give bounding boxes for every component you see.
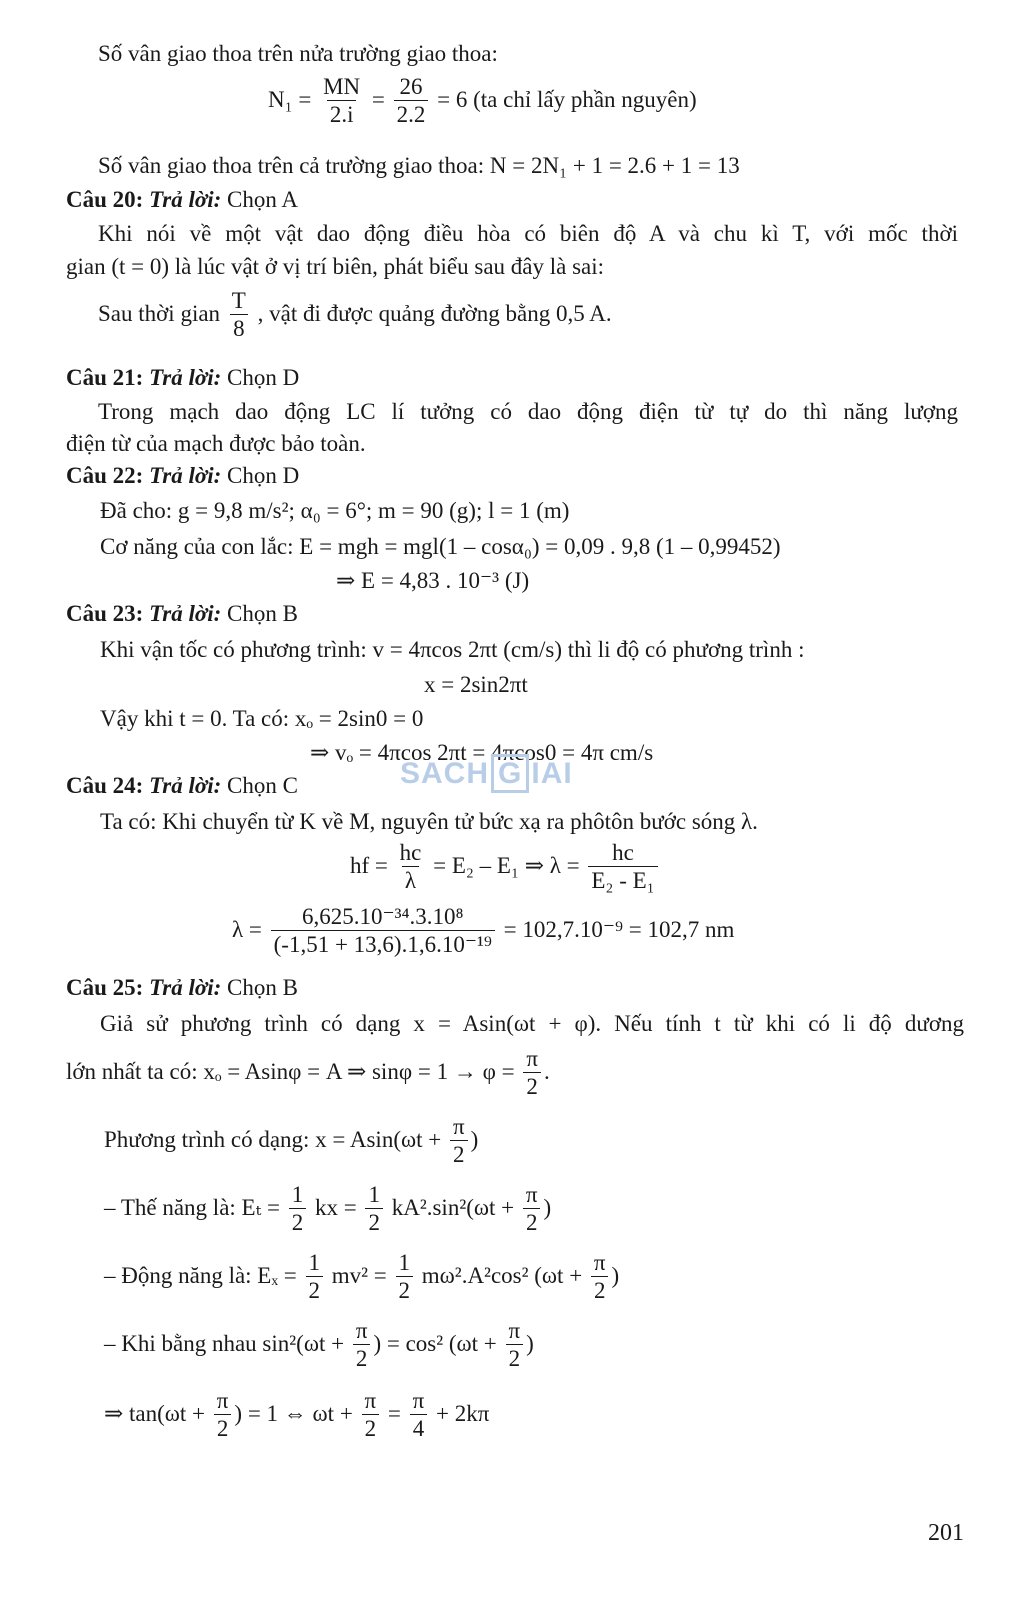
numerator: 1: [398, 1250, 411, 1275]
text: kx =: [314, 1194, 357, 1220]
q25-equation-form: [104, 1114, 478, 1169]
numerator: 1: [368, 1182, 380, 1207]
q22-energy-formula: Cơ năng của con lắc: E = mgh = mgl(1 – cosα₀) = 0,09 . 9,8 (1 – 0,99452): [100, 534, 781, 559]
text: mv² =: [331, 1262, 387, 1288]
answer-choice: Chọn C: [227, 773, 298, 798]
text: lớn nhất ta có: xₒ = Asinφ = A ⇒ sinφ = 1 → φ =: [66, 1058, 515, 1084]
n1-equation: [268, 74, 697, 129]
question-label: Câu 21:: [66, 365, 144, 390]
n1-lhs: N₁ =: [268, 86, 312, 112]
denominator: 2: [591, 1276, 609, 1305]
numerator: π: [526, 1046, 538, 1071]
denominator: (-1,51 + 13,6).1,6.10⁻¹⁹: [271, 930, 495, 959]
numerator: π: [593, 1250, 606, 1275]
numerator: 6,625.10⁻³⁴.3.10⁸: [301, 904, 464, 929]
fraction-1-2: [396, 1250, 414, 1305]
q20-paragraph-3: [98, 288, 612, 343]
question-label: Câu 22:: [66, 463, 144, 488]
numerator: π: [412, 1388, 425, 1413]
numerator: π: [355, 1318, 368, 1343]
q23-velocity-equation: Khi vận tốc có phương trình: v = 4πcos 2πt (cm/s) thì li độ có phương trình :: [100, 637, 805, 662]
denominator: 2: [353, 1344, 371, 1373]
numerator: π: [525, 1182, 538, 1207]
question-25-heading: [66, 974, 298, 1003]
watermark-text: SACH: [400, 757, 490, 790]
denominator: λ: [402, 866, 419, 895]
fraction-hc-lambda: [397, 840, 425, 895]
q23-initial-displacement: Vậy khi t = 0. Ta có: xₒ = 2sin0 = 0: [100, 706, 424, 731]
text: .: [543, 1058, 550, 1084]
answer-label: Trả lời:: [149, 975, 222, 1000]
answer-choice: Chọn B: [227, 975, 298, 1000]
q25-paragraph-1: Giả sử phương trình có dạng x = Asin(ωt + φ). Nếu tính t từ khi có li độ dương: [100, 1011, 964, 1036]
q23-displacement-equation: x = 2sin2πt: [424, 672, 528, 697]
answer-choice: Chọn D: [227, 463, 300, 488]
q23-initial-velocity: ⇒ vₒ = 4πcos 2πt = 4πcos0 = 4π cm/s: [310, 740, 654, 765]
intro-line-3: Số vân giao thoa trên cả trường giao thoa: N = 2N₁ + 1 = 2.6 + 1 = 13: [98, 153, 740, 178]
numerator: hc: [612, 840, 634, 865]
text: – Thế năng là: Eₜ =: [104, 1194, 280, 1220]
equals: =: [371, 86, 385, 112]
n1-result: = 6 (ta chỉ lấy phần nguyên): [437, 86, 697, 112]
text: ): [470, 1126, 479, 1152]
numerator: MN: [323, 74, 361, 99]
text: kA².sin²(ωt +: [391, 1194, 515, 1220]
watermark-box-letter: G: [491, 754, 529, 793]
fraction-pi-4: [410, 1388, 428, 1443]
fraction-pi-2: [362, 1388, 380, 1443]
denominator: E₂ - E₁: [588, 866, 657, 895]
answer-label: Trả lời:: [149, 773, 222, 798]
text: ⇒ tan(ωt +: [104, 1400, 206, 1426]
fraction-pi-2: [353, 1318, 371, 1373]
watermark-logo: [400, 754, 573, 793]
fraction-t-8: [229, 288, 249, 343]
denominator: 2: [365, 1208, 383, 1237]
text: ): [543, 1194, 552, 1220]
text: ) = cos² (ωt +: [373, 1330, 497, 1356]
text: mω².A²cos² (ωt +: [421, 1262, 583, 1288]
numerator: 1: [291, 1182, 304, 1207]
fraction-pi-2: [523, 1046, 541, 1101]
q25-equal-condition: [104, 1318, 534, 1373]
text: , vật đi được quảng đường bằng 0,5 A.: [257, 300, 612, 326]
question-20-heading: [66, 186, 298, 215]
denominator: 2: [362, 1414, 380, 1443]
text: =: [387, 1400, 401, 1426]
q25-tan-equation: [104, 1388, 489, 1443]
answer-choice: Chọn A: [227, 187, 298, 212]
denominator: 2: [306, 1276, 324, 1305]
text: = E₂ – E₁ ⇒ λ =: [433, 852, 580, 878]
denominator: 4: [410, 1414, 428, 1443]
denominator: 2: [523, 1072, 541, 1101]
fraction-wavelength: [271, 904, 495, 959]
intro-line-1: Số vân giao thoa trên nửa trường giao thoa:: [98, 41, 498, 66]
denominator: 2: [506, 1344, 524, 1373]
question-label: Câu 20:: [66, 187, 144, 212]
text: hf =: [350, 852, 388, 878]
text: Phương trình có dạng: x = Asin(ωt +: [104, 1126, 442, 1152]
q20-paragraph-2: gian (t = 0) là lúc vật ở vị trí biên, phát biểu sau đây là sai:: [66, 254, 605, 279]
numerator: π: [216, 1388, 229, 1413]
answer-label: Trả lời:: [149, 601, 222, 626]
answer-label: Trả lời:: [149, 187, 222, 212]
numerator: hc: [399, 840, 422, 865]
text: ): [611, 1262, 620, 1288]
fraction-pi-2: [591, 1250, 609, 1305]
q22-energy-result: ⇒ E = 4,83 . 10⁻³ (J): [336, 568, 530, 593]
numerator: 1: [308, 1250, 320, 1275]
numerator: 26: [399, 74, 423, 99]
denominator: 2: [289, 1208, 307, 1237]
denominator: 2: [450, 1140, 468, 1169]
numerator: T: [231, 288, 246, 313]
text: ): [526, 1330, 534, 1356]
q24-paragraph-1: Ta có: Khi chuyển từ K về M, nguyên tử bức xạ ra phôtôn bước sóng λ.: [100, 809, 758, 834]
q21-paragraph-1: Trong mạch dao động LC lí tưởng có dao động điện từ tự do thì năng lượng: [98, 399, 958, 424]
q21-paragraph-2: điện từ của mạch được bảo toàn.: [66, 431, 366, 456]
numerator: π: [364, 1388, 377, 1413]
question-21-heading: [66, 364, 299, 393]
answer-choice: Chọn D: [227, 365, 300, 390]
fraction-1-2: [289, 1182, 307, 1237]
denominator: 2: [214, 1414, 232, 1443]
text: Sau thời gian: [98, 300, 221, 326]
page-number: 201: [928, 1520, 964, 1546]
denominator: 2: [396, 1276, 414, 1305]
q25-paragraph-2: [66, 1046, 550, 1101]
numerator: π: [508, 1318, 521, 1343]
answer-choice: Chọn B: [227, 601, 298, 626]
text: = 102,7.10⁻⁹ = 102,7 nm: [503, 916, 735, 942]
fraction-mn-2i: [320, 74, 363, 129]
fraction-pi-2: [506, 1318, 524, 1373]
text: λ =: [232, 916, 262, 942]
denominator: 8: [230, 314, 248, 343]
denominator: 2: [523, 1208, 541, 1237]
denominator: 2.i: [327, 100, 357, 129]
q25-potential-energy: [104, 1182, 551, 1237]
fraction-1-2: [365, 1182, 383, 1237]
answer-label: Trả lời:: [149, 365, 222, 390]
q24-energy-equation: [350, 840, 661, 895]
question-22-heading: [66, 462, 299, 491]
watermark-text: IAI: [531, 757, 573, 790]
fraction-pi-2: [214, 1388, 232, 1443]
text: + 2kπ: [436, 1400, 490, 1426]
question-23-heading: [66, 600, 298, 629]
fraction-hc-e2-e1: [588, 840, 657, 895]
text: ) = 1 ⇔ ωt +: [234, 1400, 353, 1426]
question-24-heading: [66, 772, 298, 801]
q20-paragraph-1: Khi nói về một vật dao động điều hòa có biên độ A và chu kì T, với mốc thời: [98, 221, 958, 246]
fraction-26-22: [394, 74, 429, 129]
text: – Động năng là: Eₓ =: [104, 1262, 297, 1288]
fraction-pi-2: [523, 1182, 541, 1237]
fraction-1-2: [306, 1250, 324, 1305]
q22-givens: Đã cho: g = 9,8 m/s²; α₀ = 6°; m = 90 (g); l = 1 (m): [100, 498, 570, 523]
question-label: Câu 24:: [66, 773, 144, 798]
denominator: 2.2: [394, 100, 429, 129]
question-label: Câu 25:: [66, 975, 144, 1000]
q25-kinetic-energy: [104, 1250, 619, 1305]
numerator: π: [452, 1114, 465, 1139]
fraction-pi-2: [450, 1114, 468, 1169]
q24-wavelength-equation: [232, 904, 734, 959]
answer-label: Trả lời:: [149, 463, 222, 488]
text: – Khi bằng nhau sin²(ωt +: [104, 1330, 345, 1356]
question-label: Câu 23:: [66, 601, 144, 626]
